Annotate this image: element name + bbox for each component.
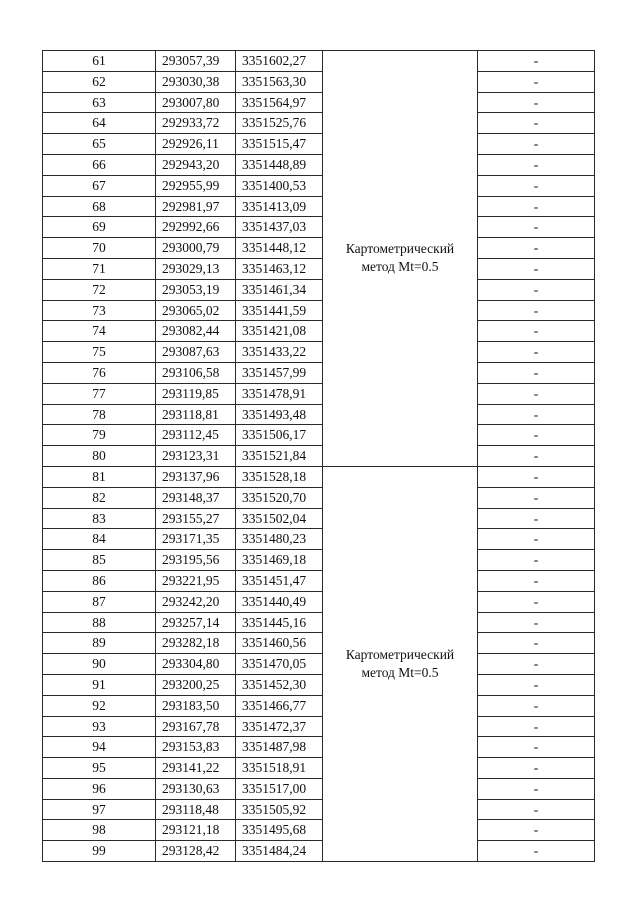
- note-cell: -: [478, 612, 595, 633]
- coordinates-table-body: [43, 51, 595, 862]
- y-coordinate-cell: 3351493,48: [236, 404, 323, 425]
- note-cell: -: [478, 716, 595, 737]
- y-coordinate-cell: 3351445,16: [236, 612, 323, 633]
- table-row: [43, 654, 595, 675]
- table-row: [43, 633, 595, 654]
- table-row: [43, 612, 595, 633]
- table-row: [43, 238, 595, 259]
- x-coordinate-cell: 293053,19: [156, 279, 236, 300]
- x-coordinate-cell: 293000,79: [156, 238, 236, 259]
- table-row: [43, 841, 595, 862]
- table-row: [43, 570, 595, 591]
- note-cell: -: [478, 217, 595, 238]
- x-coordinate-cell: 293118,48: [156, 799, 236, 820]
- y-coordinate-cell: 3351452,30: [236, 674, 323, 695]
- table-row: [43, 383, 595, 404]
- point-number-cell: 71: [43, 258, 156, 279]
- method-label-line2: метод Mt=0.5: [361, 259, 439, 275]
- note-cell: -: [478, 321, 595, 342]
- y-coordinate-cell: 3351441,59: [236, 300, 323, 321]
- y-coordinate-cell: 3351433,22: [236, 342, 323, 363]
- y-coordinate-cell: 3351451,47: [236, 570, 323, 591]
- y-coordinate-cell: 3351480,23: [236, 529, 323, 550]
- note-cell: -: [478, 383, 595, 404]
- x-coordinate-cell: 292955,99: [156, 175, 236, 196]
- y-coordinate-cell: 3351460,56: [236, 633, 323, 654]
- table-row: [43, 92, 595, 113]
- table-row: [43, 716, 595, 737]
- table-row: [43, 175, 595, 196]
- note-cell: -: [478, 778, 595, 799]
- point-number-cell: 92: [43, 695, 156, 716]
- point-number-cell: 78: [43, 404, 156, 425]
- x-coordinate-cell: 293128,42: [156, 841, 236, 862]
- table-row: [43, 342, 595, 363]
- point-number-cell: 74: [43, 321, 156, 342]
- note-cell: -: [478, 695, 595, 716]
- table-row: [43, 820, 595, 841]
- x-coordinate-cell: 293087,63: [156, 342, 236, 363]
- y-coordinate-cell: 3351520,70: [236, 487, 323, 508]
- x-coordinate-cell: 292926,11: [156, 134, 236, 155]
- table-row: [43, 362, 595, 383]
- table-row: [43, 113, 595, 134]
- x-coordinate-cell: 293106,58: [156, 362, 236, 383]
- point-number-cell: 68: [43, 196, 156, 217]
- y-coordinate-cell: 3351466,77: [236, 695, 323, 716]
- note-cell: -: [478, 841, 595, 862]
- x-coordinate-cell: 292992,66: [156, 217, 236, 238]
- note-cell: -: [478, 758, 595, 779]
- x-coordinate-cell: 293257,14: [156, 612, 236, 633]
- point-number-cell: 69: [43, 217, 156, 238]
- point-number-cell: 95: [43, 758, 156, 779]
- y-coordinate-cell: 3351515,47: [236, 134, 323, 155]
- point-number-cell: 88: [43, 612, 156, 633]
- method-label-line1: Картометрический: [345, 241, 455, 257]
- point-number-cell: 83: [43, 508, 156, 529]
- note-cell: -: [478, 737, 595, 758]
- note-cell: -: [478, 466, 595, 487]
- y-coordinate-cell: 3351463,12: [236, 258, 323, 279]
- point-number-cell: 87: [43, 591, 156, 612]
- point-number-cell: 99: [43, 841, 156, 862]
- y-coordinate-cell: 3351505,92: [236, 799, 323, 820]
- coordinates-table: [42, 50, 595, 862]
- y-coordinate-cell: 3351602,27: [236, 51, 323, 72]
- y-coordinate-cell: 3351469,18: [236, 550, 323, 571]
- y-coordinate-cell: 3351461,34: [236, 279, 323, 300]
- note-cell: -: [478, 446, 595, 467]
- y-coordinate-cell: 3351502,04: [236, 508, 323, 529]
- point-number-cell: 85: [43, 550, 156, 571]
- y-coordinate-cell: 3351413,09: [236, 196, 323, 217]
- x-coordinate-cell: 293221,95: [156, 570, 236, 591]
- point-number-cell: 72: [43, 279, 156, 300]
- x-coordinate-cell: 293029,13: [156, 258, 236, 279]
- note-cell: -: [478, 529, 595, 550]
- table-row: [43, 217, 595, 238]
- x-coordinate-cell: 292981,97: [156, 196, 236, 217]
- table-row: [43, 487, 595, 508]
- x-coordinate-cell: 293148,37: [156, 487, 236, 508]
- point-number-cell: 70: [43, 238, 156, 259]
- y-coordinate-cell: 3351448,89: [236, 154, 323, 175]
- point-number-cell: 77: [43, 383, 156, 404]
- y-coordinate-cell: 3351518,91: [236, 758, 323, 779]
- point-number-cell: 96: [43, 778, 156, 799]
- table-row: [43, 466, 595, 487]
- x-coordinate-cell: 293118,81: [156, 404, 236, 425]
- y-coordinate-cell: 3351563,30: [236, 71, 323, 92]
- table-row: [43, 778, 595, 799]
- method-cell: [323, 466, 478, 861]
- note-cell: -: [478, 113, 595, 134]
- point-number-cell: 67: [43, 175, 156, 196]
- point-number-cell: 90: [43, 654, 156, 675]
- x-coordinate-cell: 293183,50: [156, 695, 236, 716]
- note-cell: -: [478, 71, 595, 92]
- table-row: [43, 508, 595, 529]
- note-cell: -: [478, 154, 595, 175]
- y-coordinate-cell: 3351495,68: [236, 820, 323, 841]
- x-coordinate-cell: 293200,25: [156, 674, 236, 695]
- x-coordinate-cell: 293167,78: [156, 716, 236, 737]
- x-coordinate-cell: 293141,22: [156, 758, 236, 779]
- y-coordinate-cell: 3351521,84: [236, 446, 323, 467]
- note-cell: -: [478, 591, 595, 612]
- method-cell: [323, 51, 478, 467]
- note-cell: -: [478, 799, 595, 820]
- y-coordinate-cell: 3351421,08: [236, 321, 323, 342]
- y-coordinate-cell: 3351487,98: [236, 737, 323, 758]
- x-coordinate-cell: 293130,63: [156, 778, 236, 799]
- note-cell: -: [478, 654, 595, 675]
- point-number-cell: 64: [43, 113, 156, 134]
- note-cell: -: [478, 196, 595, 217]
- x-coordinate-cell: 293112,45: [156, 425, 236, 446]
- table-row: [43, 404, 595, 425]
- table-row: [43, 71, 595, 92]
- y-coordinate-cell: 3351470,05: [236, 654, 323, 675]
- point-number-cell: 89: [43, 633, 156, 654]
- y-coordinate-cell: 3351448,12: [236, 238, 323, 259]
- table-row: [43, 258, 595, 279]
- table-row: [43, 196, 595, 217]
- point-number-cell: 73: [43, 300, 156, 321]
- table-row: [43, 134, 595, 155]
- table-row: [43, 591, 595, 612]
- method-label-line1: Картометрический: [345, 647, 455, 662]
- x-coordinate-cell: 293195,56: [156, 550, 236, 571]
- point-number-cell: 98: [43, 820, 156, 841]
- x-coordinate-cell: 292933,72: [156, 113, 236, 134]
- table-row: [43, 300, 595, 321]
- table-row: [43, 279, 595, 300]
- note-cell: -: [478, 404, 595, 425]
- note-cell: -: [478, 300, 595, 321]
- point-number-cell: 91: [43, 674, 156, 695]
- y-coordinate-cell: 3351506,17: [236, 425, 323, 446]
- point-number-cell: 80: [43, 446, 156, 467]
- y-coordinate-cell: 3351472,37: [236, 716, 323, 737]
- note-cell: -: [478, 134, 595, 155]
- y-coordinate-cell: 3351478,91: [236, 383, 323, 404]
- table-row: [43, 674, 595, 695]
- point-number-cell: 86: [43, 570, 156, 591]
- table-row: [43, 550, 595, 571]
- y-coordinate-cell: 3351457,99: [236, 362, 323, 383]
- x-coordinate-cell: 293030,38: [156, 71, 236, 92]
- note-cell: -: [478, 342, 595, 363]
- point-number-cell: 97: [43, 799, 156, 820]
- x-coordinate-cell: 293082,44: [156, 321, 236, 342]
- note-cell: -: [478, 674, 595, 695]
- point-number-cell: 65: [43, 134, 156, 155]
- y-coordinate-cell: 3351440,49: [236, 591, 323, 612]
- y-coordinate-cell: 3351525,76: [236, 113, 323, 134]
- point-number-cell: 82: [43, 487, 156, 508]
- note-cell: -: [478, 425, 595, 446]
- x-coordinate-cell: 293065,02: [156, 300, 236, 321]
- point-number-cell: 61: [43, 51, 156, 72]
- table-row: [43, 446, 595, 467]
- x-coordinate-cell: 293119,85: [156, 383, 236, 404]
- x-coordinate-cell: 293282,18: [156, 633, 236, 654]
- point-number-cell: 94: [43, 737, 156, 758]
- y-coordinate-cell: 3351437,03: [236, 217, 323, 238]
- note-cell: -: [478, 92, 595, 113]
- x-coordinate-cell: 293137,96: [156, 466, 236, 487]
- method-label-line2: метод Mt=0.5: [361, 665, 439, 680]
- y-coordinate-cell: 3351517,00: [236, 778, 323, 799]
- table-row: [43, 425, 595, 446]
- table-row: [43, 529, 595, 550]
- point-number-cell: 76: [43, 362, 156, 383]
- point-number-cell: 93: [43, 716, 156, 737]
- y-coordinate-cell: 3351400,53: [236, 175, 323, 196]
- table-row: [43, 737, 595, 758]
- y-coordinate-cell: 3351484,24: [236, 841, 323, 862]
- note-cell: -: [478, 570, 595, 591]
- note-cell: -: [478, 279, 595, 300]
- point-number-cell: 62: [43, 71, 156, 92]
- x-coordinate-cell: 293057,39: [156, 51, 236, 72]
- note-cell: -: [478, 258, 595, 279]
- note-cell: -: [478, 820, 595, 841]
- note-cell: -: [478, 487, 595, 508]
- point-number-cell: 75: [43, 342, 156, 363]
- x-coordinate-cell: 293242,20: [156, 591, 236, 612]
- table-row: [43, 51, 595, 72]
- table-row: [43, 321, 595, 342]
- x-coordinate-cell: 293121,18: [156, 820, 236, 841]
- table-row: [43, 799, 595, 820]
- note-cell: -: [478, 238, 595, 259]
- table-row: [43, 154, 595, 175]
- note-cell: -: [478, 175, 595, 196]
- table-row: [43, 695, 595, 716]
- note-cell: -: [478, 51, 595, 72]
- note-cell: -: [478, 508, 595, 529]
- x-coordinate-cell: 292943,20: [156, 154, 236, 175]
- point-number-cell: 63: [43, 92, 156, 113]
- x-coordinate-cell: 293155,27: [156, 508, 236, 529]
- x-coordinate-cell: 293304,80: [156, 654, 236, 675]
- table-row: [43, 758, 595, 779]
- x-coordinate-cell: 293007,80: [156, 92, 236, 113]
- x-coordinate-cell: 293171,35: [156, 529, 236, 550]
- note-cell: -: [478, 550, 595, 571]
- point-number-cell: 66: [43, 154, 156, 175]
- x-coordinate-cell: 293153,83: [156, 737, 236, 758]
- note-cell: -: [478, 362, 595, 383]
- x-coordinate-cell: 293123,31: [156, 446, 236, 467]
- point-number-cell: 84: [43, 529, 156, 550]
- y-coordinate-cell: 3351528,18: [236, 466, 323, 487]
- point-number-cell: 81: [43, 466, 156, 487]
- point-number-cell: 79: [43, 425, 156, 446]
- y-coordinate-cell: 3351564,97: [236, 92, 323, 113]
- note-cell: -: [478, 633, 595, 654]
